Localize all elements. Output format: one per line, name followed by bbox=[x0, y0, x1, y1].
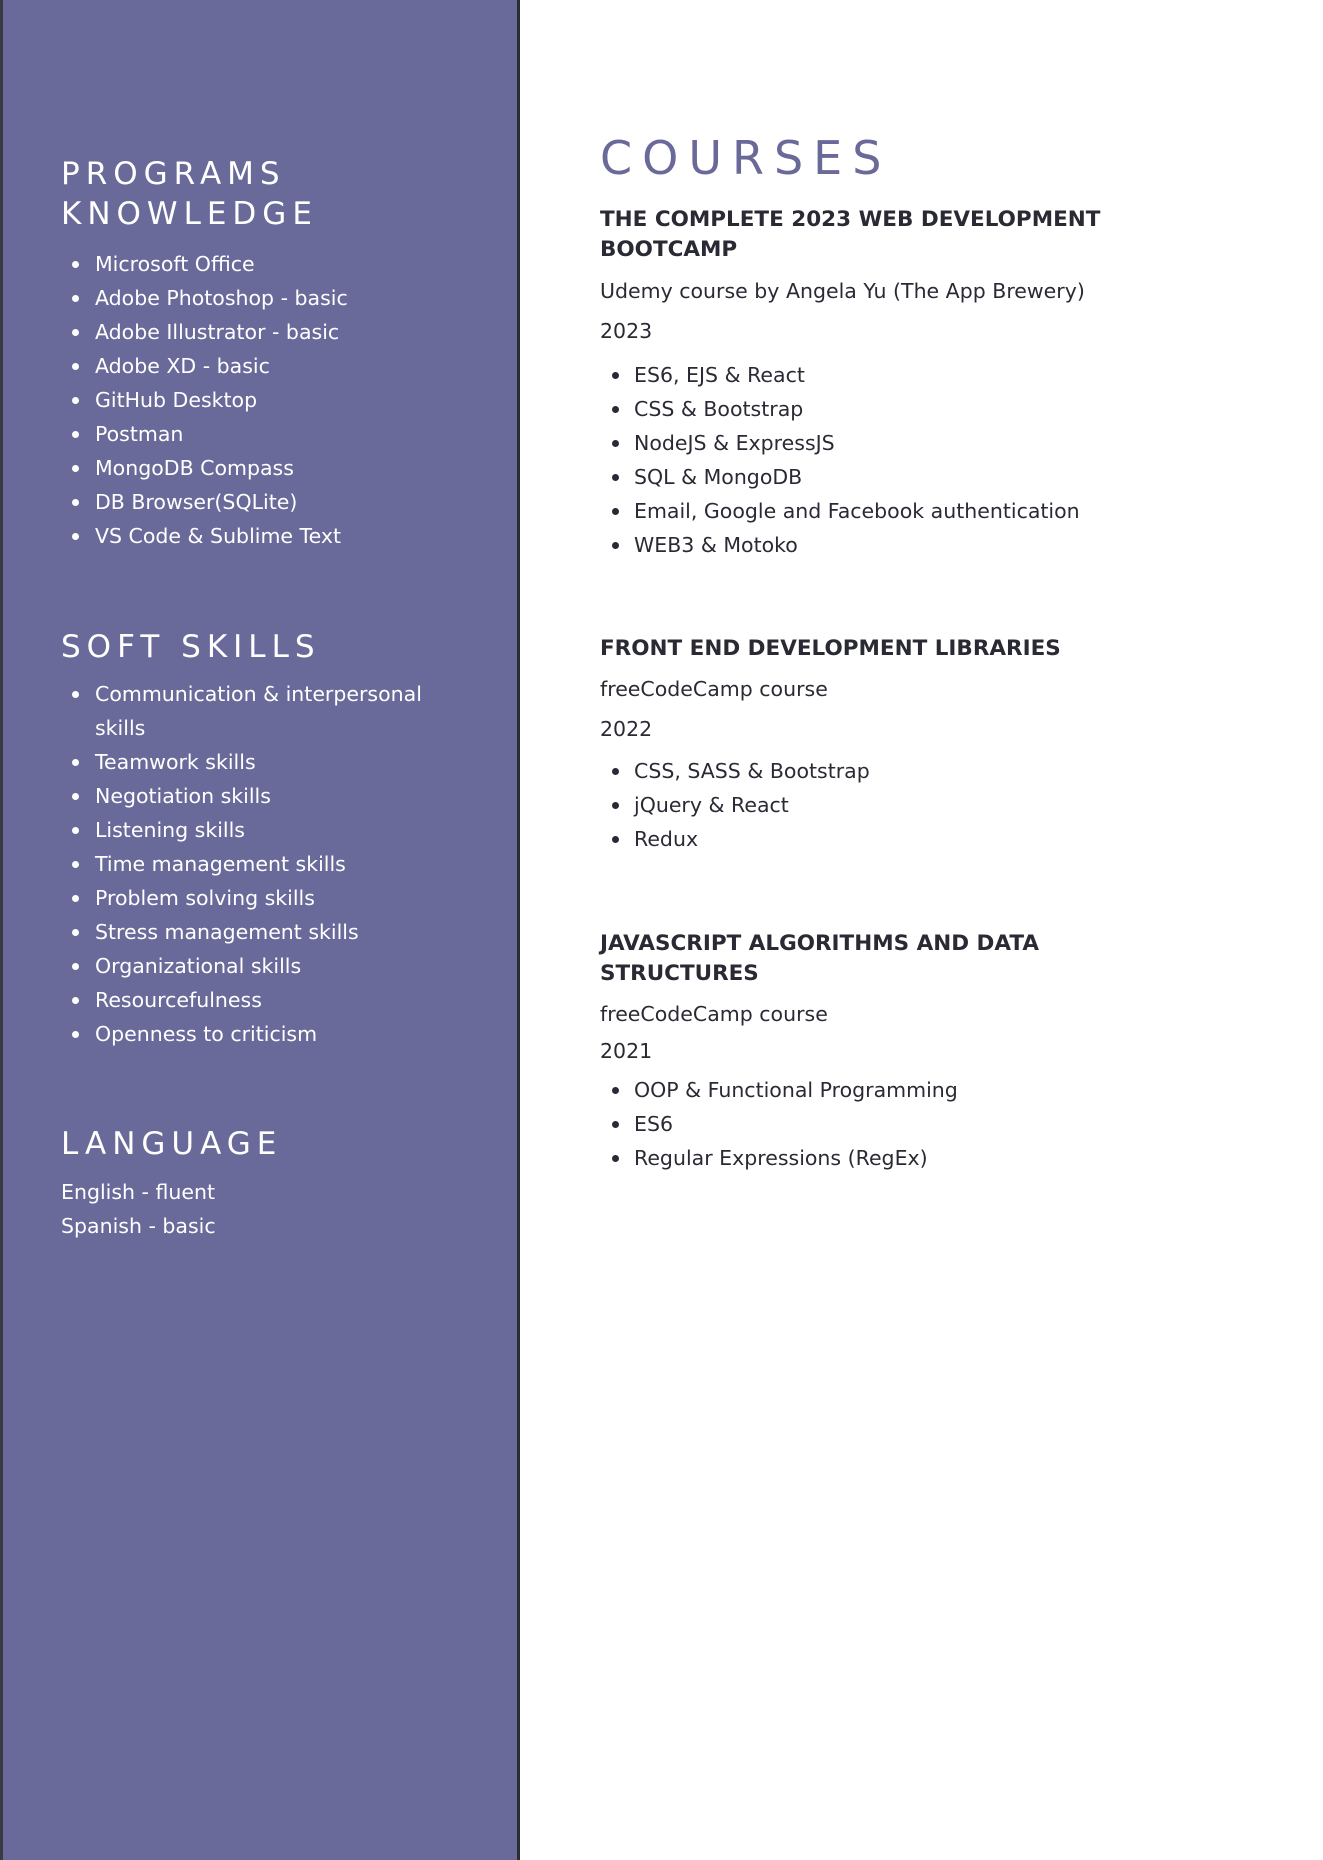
course-provider: Udemy course by Angela Yu (The App Brewery) bbox=[600, 279, 1085, 303]
list-item: Negotiation skills bbox=[95, 779, 475, 813]
course-topics bbox=[600, 754, 1194, 856]
list-item: ES6 bbox=[634, 1107, 1194, 1141]
list-item: Adobe Illustrator - basic bbox=[95, 315, 475, 349]
list-item: Teamwork skills bbox=[95, 745, 475, 779]
list-item: ES6, EJS & React bbox=[634, 358, 1194, 392]
list-item: Time management skills bbox=[95, 847, 475, 881]
list-item: Listening skills bbox=[95, 813, 475, 847]
language-english: English - fluent bbox=[61, 1180, 216, 1204]
sidebar-divider bbox=[517, 0, 520, 1860]
programs-list bbox=[61, 247, 475, 553]
course-provider: freeCodeCamp course bbox=[600, 677, 828, 701]
course-title: FRONT END DEVELOPMENT LIBRARIES bbox=[600, 636, 1061, 661]
list-item: Openness to criticism bbox=[95, 1017, 475, 1051]
list-item: Problem solving skills bbox=[95, 881, 475, 915]
list-item: GitHub Desktop bbox=[95, 383, 475, 417]
list-item: Redux bbox=[634, 822, 1194, 856]
course-year: 2022 bbox=[600, 717, 653, 741]
list-item: VS Code & Sublime Text bbox=[95, 519, 475, 553]
course-year: 2023 bbox=[600, 319, 653, 343]
language-spanish: Spanish - basic bbox=[61, 1214, 216, 1238]
programs-heading-line1: PROGRAMS bbox=[61, 156, 286, 192]
list-item: CSS & Bootstrap bbox=[634, 392, 1194, 426]
list-item: OOP & Functional Programming bbox=[634, 1073, 1194, 1107]
list-item: WEB3 & Motoko bbox=[634, 528, 1194, 562]
soft-skills-heading: SOFT SKILLS bbox=[61, 629, 321, 665]
list-item: Organizational skills bbox=[95, 949, 475, 983]
list-item: Postman bbox=[95, 417, 475, 451]
list-item: Adobe Photoshop - basic bbox=[95, 281, 475, 315]
course-year: 2021 bbox=[600, 1039, 653, 1063]
courses-heading: COURSES bbox=[600, 131, 892, 185]
list-item: Microsoft Office bbox=[95, 247, 475, 281]
language-heading: LANGUAGE bbox=[61, 1126, 283, 1162]
course-title: JAVASCRIPT ALGORITHMS AND DATA STRUCTURES bbox=[600, 931, 1039, 986]
list-item: NodeJS & ExpressJS bbox=[634, 426, 1194, 460]
list-item: SQL & MongoDB bbox=[634, 460, 1194, 494]
list-item: DB Browser(SQLite) bbox=[95, 485, 475, 519]
list-item: Regular Expressions (RegEx) bbox=[634, 1141, 1194, 1175]
programs-heading-line2: KNOWLEDGE bbox=[61, 196, 318, 232]
course-title: THE COMPLETE 2023 WEB DEVELOPMENT BOOTCAMP bbox=[600, 207, 1101, 262]
course-topics bbox=[600, 1073, 1194, 1175]
list-item: Communication & interpersonal skills bbox=[95, 677, 425, 745]
list-item: Stress management skills bbox=[95, 915, 475, 949]
list-item: Resourcefulness bbox=[95, 983, 475, 1017]
programs-heading bbox=[61, 154, 318, 234]
list-item: CSS, SASS & Bootstrap bbox=[634, 754, 1194, 788]
list-item: MongoDB Compass bbox=[95, 451, 475, 485]
list-item: jQuery & React bbox=[634, 788, 1194, 822]
list-item: Adobe XD - basic bbox=[95, 349, 475, 383]
list-item: Email, Google and Facebook authentication bbox=[634, 494, 1194, 528]
course-provider: freeCodeCamp course bbox=[600, 1002, 828, 1026]
course-topics bbox=[600, 358, 1194, 562]
soft-skills-list bbox=[61, 677, 475, 1051]
